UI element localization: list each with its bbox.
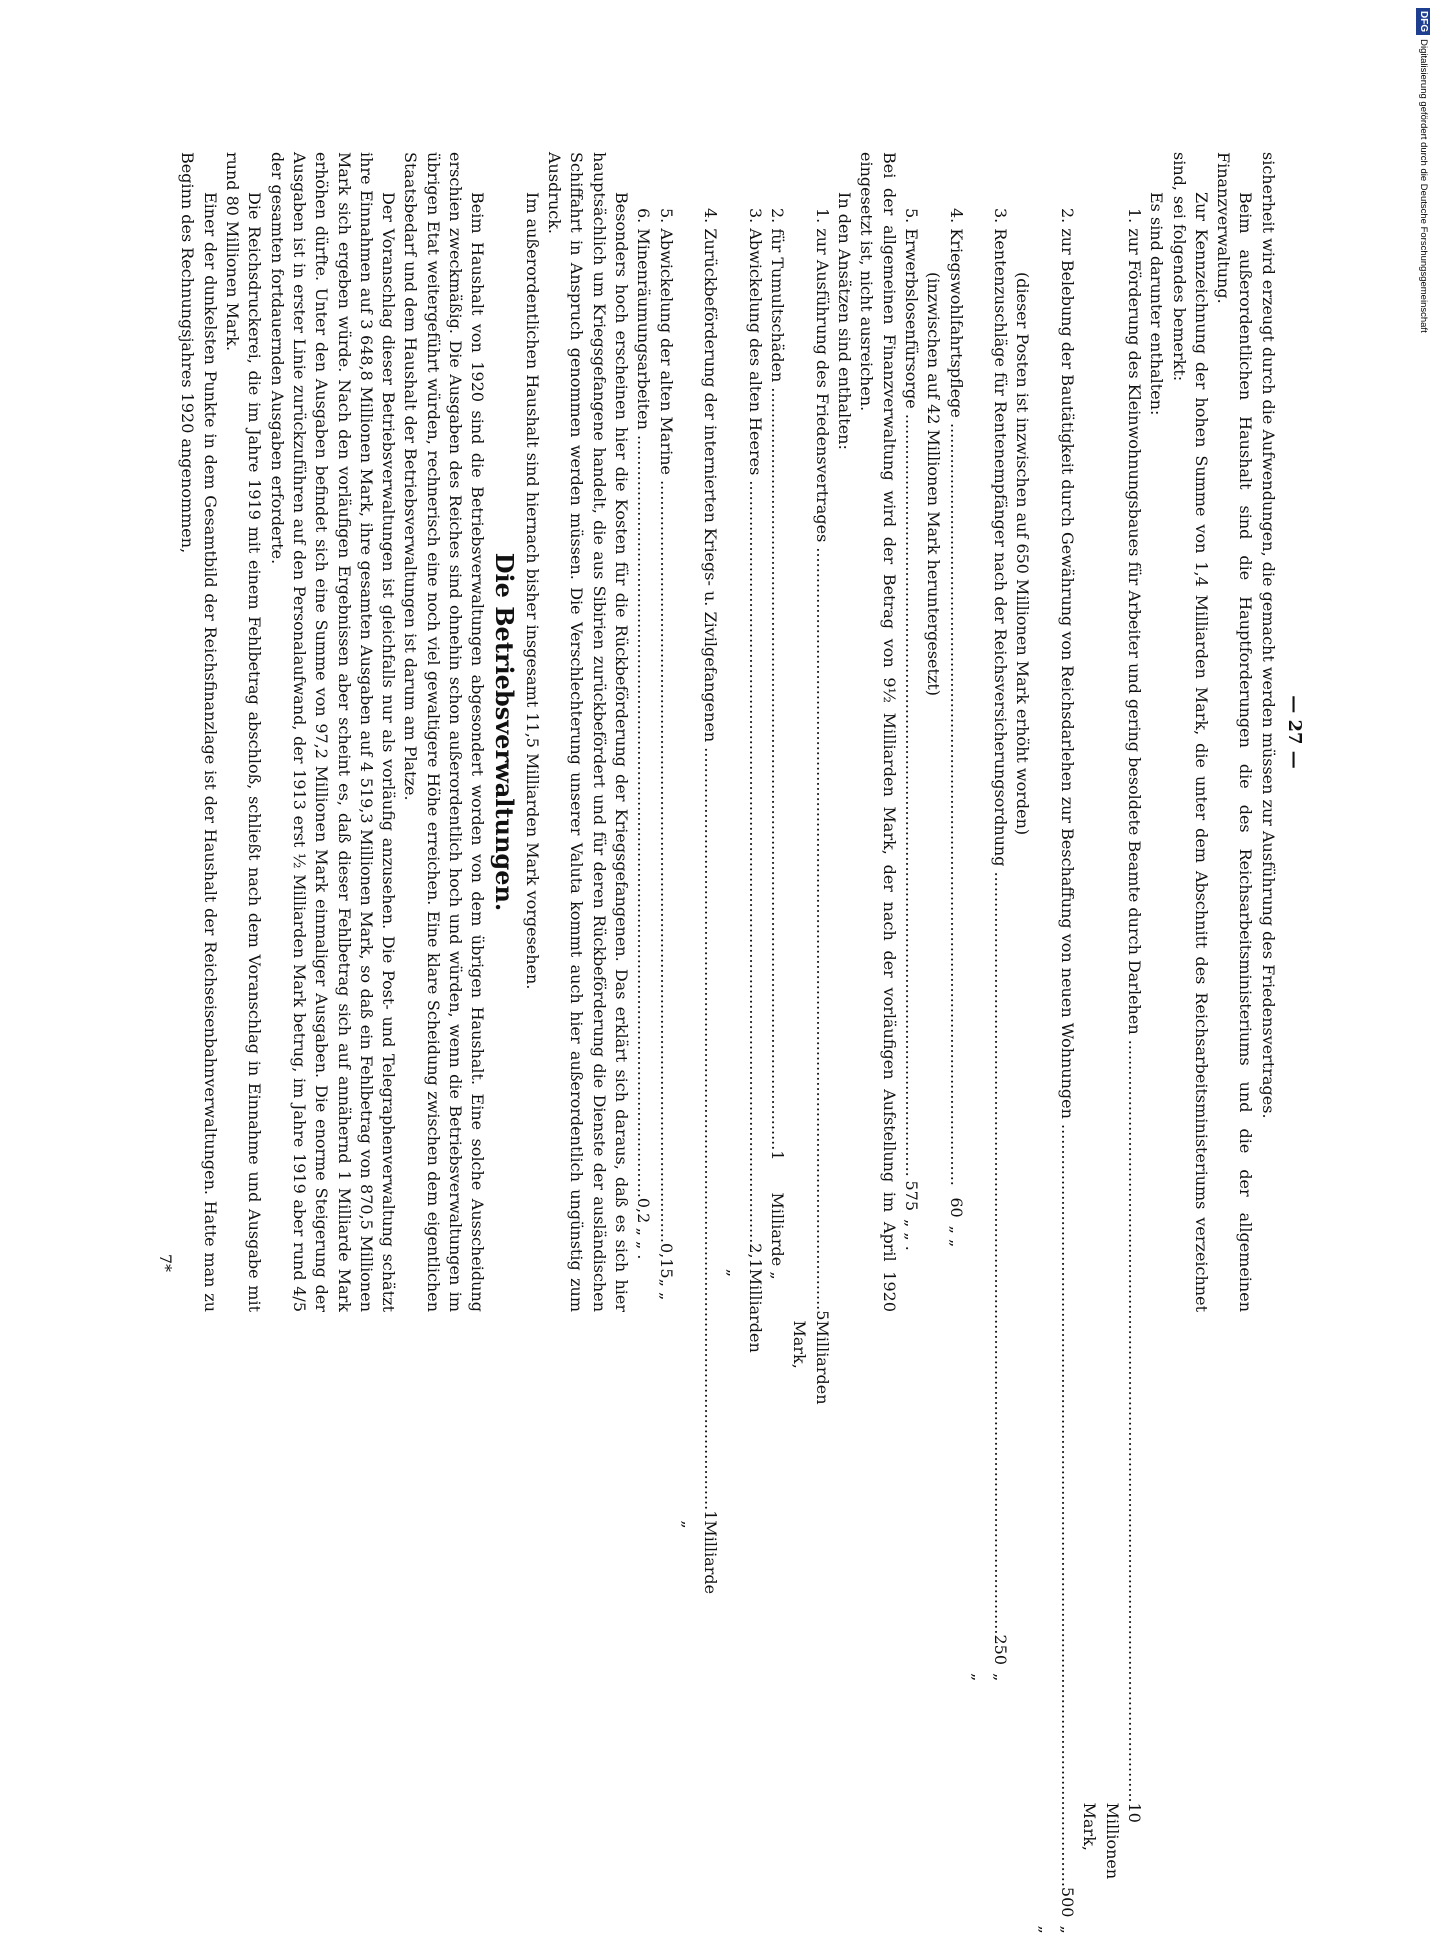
item-amount: 250 — [991, 1634, 1011, 1666]
list-item — [654, 152, 676, 1312]
item-unit: „ „ . — [901, 1219, 921, 1251]
funding-note — [1412, 8, 1434, 408]
item-label: 5. Erwerbslosenfürsorge ..... — [900, 208, 922, 1177]
list-item — [900, 152, 922, 1312]
page-header: — 27 — — [1284, 695, 1305, 769]
paragraph-3: Zur Kennzeichnung der hohen Summe von 1,4 Milliarden Mark, die unter dem Abschnitt des Reichsarbeitsministeriums verzeichnet sind, sei folgendes bemerkt: — [1169, 152, 1211, 1312]
item-amount: 60 — [946, 1197, 966, 1218]
item-label: 1. zur Ausführung des Friedensvertrages ..... — [788, 208, 833, 1310]
item-label: 6. Minenräumungsarbeiten ..... — [632, 208, 654, 1198]
rotated-text-block — [154, 152, 1305, 1934]
item-label: 3. Abwickelung des alten Heeres ..... — [721, 208, 766, 1243]
item-label: 4. Kriegswohlfahrtspflege ..... — [944, 208, 966, 1186]
paragraph-9: Beim Haushalt von 1920 sind die Betriebsverwaltungen abgesondert worden von dem übrigen Haushalt. Eine solche Ausscheidung erschien zweckmäßig. Die Ausgaben des Reiches sind ohnehin schon außerordentlich hoch und würden, wenn die Betriebsverwaltungen im übrigen Etat weitergeführt würden, rechnerisch eine noch viel gewaltigere Höhe erreichen. Eine klare Scheidung zwischen dem eigentlichen Staatsbedarf und dem Haushalt der Betriebsverwaltungen ist darum am Platze. — [401, 152, 488, 1312]
item-note: (dieser Posten ist inzwischen auf 650 Millionen Mark erhöht worden) — [1013, 272, 1033, 836]
item-unit: „ „ — [968, 1673, 1011, 1682]
item-unit: „ „ . — [634, 1227, 654, 1260]
item-unit: Milliarde „ — [768, 1192, 788, 1280]
item-unit: „ „ — [656, 1278, 676, 1301]
list-item — [788, 152, 833, 1405]
item-amount: 2,1 — [745, 1243, 765, 1269]
item-amount: 0,15 — [656, 1242, 676, 1279]
paragraph-10: Der Voranschlag dieser Betriebsverwaltungen ist gleichfalls nur als vorläufig anzusehen. Die Post- und Telegraphenverwaltung schätzt ihre Einnahmen auf 3 648,8 Millionen Mark, ihre gesamten Ausgaben auf 4 519,3 Millionen Mark, so daß ein Fehlbetrag von 870,5 Millionen Mark sich ergeben würde. Nach den vorläufigen Ergebnissen aber scheint es, daß dieser Fehlbetrag sich auf annähernd 1 Milliarde Mark erhöhen dürfte. Unter den Ausgaben befindet sich eine Summe von 97,2 Millionen Mark einmaliger Ausgaben. Die enorme Steigerung der Ausgaben ist in erster Linie zurückzuführen auf den Personalaufwand, der 1913 erst ½ Milliarden Mark betrug, im Jahre 1919 aber rund 4/5 der gesamten fortdauernden Ausgaben erforderte. — [267, 152, 399, 1312]
item-label: 2. für Tumultschäden ..... — [766, 208, 788, 1150]
item-unit: Milliarde „ — [678, 1520, 721, 1595]
section-heading: Die Betriebsverwaltungen. — [489, 552, 519, 912]
list-item — [1033, 152, 1078, 1934]
paragraph-12: Einer der dunkelsten Punkte in dem Gesamtbild der Reichsfinanzlage ist der Haushalt der Reichseisenbahnverwaltungen. Hatte man zu Beginn des Rechnungsjahres 1920 angenommen, — [178, 152, 220, 1312]
item-amount: 5 — [812, 1310, 832, 1321]
item-amount: 1 — [768, 1150, 788, 1161]
item-label: 3. Rentenzuschläge für Rentenempfänger nach der Reichsversicherungsordnung ..... — [967, 208, 1012, 1634]
list-item — [677, 152, 722, 1595]
paragraph-1: sicherheit wird erzeugt durch die Aufwendungen, die gemacht werden müssen zur Ausführung des Friedensvertrages. — [1258, 152, 1278, 1119]
paragraph-8: Im außerordentlichen Haushalt sind hiernach bisher insgesamt 11,5 Milliarden Mark vorgesehen. — [522, 192, 542, 990]
paragraph-2: Beim außerordentlichen Haushalt sind die Hauptforderungen die des Reichsarbeitsministeriums und die der allgemeinen Finanzverwaltung. — [1214, 152, 1256, 1312]
list-item — [721, 152, 766, 1353]
item-unit: „ „ — [946, 1225, 966, 1248]
paragraph-6: In den Ansätzen sind enthalten: — [835, 192, 855, 450]
item-unit: „ „ — [1035, 1925, 1078, 1934]
list-item — [632, 152, 654, 1312]
item-label: 5. Abwickelung der alten Marine ..... — [654, 208, 676, 1243]
list-item — [944, 152, 966, 1312]
item-amount: 10 Millionen Mark, — [1080, 1802, 1144, 1880]
list-item — [967, 152, 1012, 1682]
item-note: (inzwischen auf 42 Millionen Mark heruntergesetzt) — [924, 272, 944, 697]
paragraph-7: Besonders hoch erscheinen hier die Kosten für die Rückbeförderung der Kriegsgefangenen. Das erklärt sich daraus, daß es sich hier hauptsächlich um Kriegsgefangene handelt, die aus Sibirien zurückbefördert und für deren Rückbeförderung die Dienste der ausländischen Schiffahrt in Anspruch genommen werden müssen. Die Verschlechterung unserer Valuta kommt auch hier außerordentlich ungünstig zum Ausdruck. — [545, 152, 632, 1312]
item-amount: 575 — [901, 1180, 921, 1212]
list-item — [1078, 152, 1145, 1880]
item-unit: Milliarden Mark, — [790, 1320, 832, 1405]
signature-mark: 7* — [156, 1253, 176, 1272]
list-item — [766, 152, 788, 1312]
item-label: 4. Zurückbeförderung der internierten Kriegs- u. Zivilgefangenen ..... — [677, 208, 722, 1510]
dfg-logo: DFG — [1416, 8, 1430, 35]
item-label: 2. zur Belebung der Bautätigkeit durch Gewährung von Reichsdarlehen zur Beschaffung von neuen Wohnungen ..... — [1033, 208, 1078, 1887]
paragraph-11: Die Reichsdruckerei, die im Jahre 1919 mit einem Fehlbetrag abschloß, schließt nach dem Voranschlag in Einnahme und Ausgabe mit rund 80 Millionen Mark. — [223, 152, 265, 1312]
paragraph-4: Es sind darunter enthalten: — [1147, 192, 1167, 416]
funding-text: Digitalisierung gefördert durch die Deutsche Forschungsgemeinschaft — [1418, 39, 1429, 333]
item-amount: 500 — [1058, 1886, 1078, 1918]
item-unit: Milliarden „ — [723, 1268, 765, 1353]
paragraph-5: Bei der allgemeinen Finanzverwaltung wird der Betrag von 9½ Milliarden Mark, der nach der vorläufigen Aufstellung im April 1920 eingesetzt ist, nicht ausreichen. — [857, 152, 899, 1312]
item-amount: 0,2 — [634, 1197, 654, 1224]
funding-sidebar — [1412, 0, 1434, 1000]
item-label: 1. zur Förderung des Kleinwohnungsbaues für Arbeiter und gering besoldete Beamte durch Darlehen ..... — [1078, 208, 1145, 1803]
item-amount: 1 — [701, 1510, 721, 1521]
